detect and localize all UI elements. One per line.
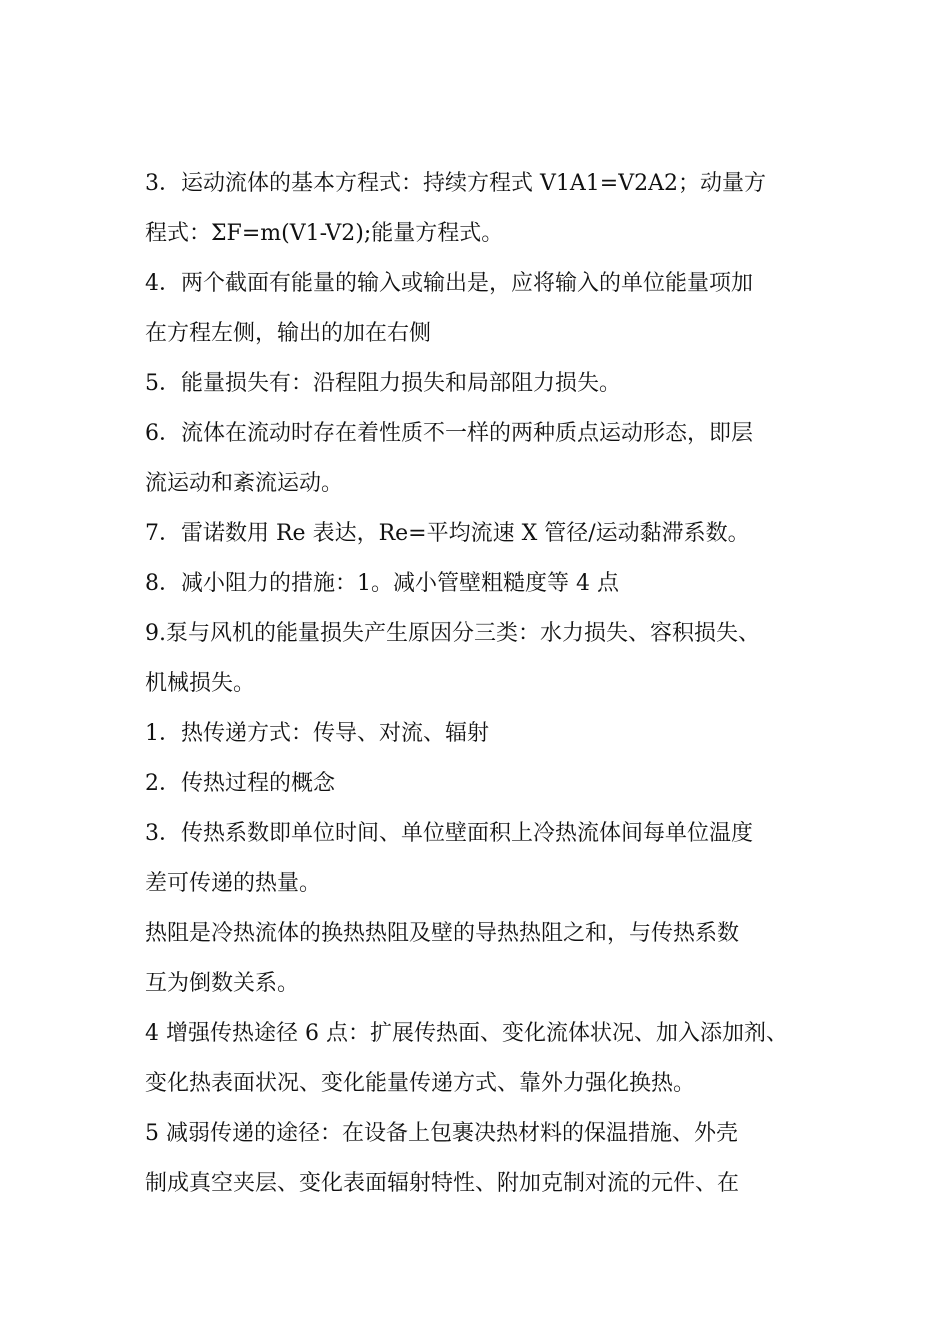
text-line: 3．传热系数即单位时间、单位壁面积上冷热流体间每单位温度 <box>145 821 753 846</box>
text-line: 差可传递的热量。 <box>145 871 322 896</box>
text-line: 互为倒数关系。 <box>145 971 300 996</box>
text-line: 5．能量损失有：沿程阻力损失和局部阻力损失。 <box>145 371 621 396</box>
text-line: 流运动和紊流运动。 <box>145 471 344 496</box>
text-line: 热阻是冷热流体的换热热阻及壁的导热热阻之和，与传热系数 <box>145 921 740 946</box>
text-line: 5 减弱传递的途径：在设备上包裹决热材料的保温措施、外壳 <box>145 1121 738 1146</box>
text-line: 8．减小阻力的措施：1。减小管壁粗糙度等 4 点 <box>145 571 619 596</box>
document-body <box>145 159 825 1209</box>
text-line: 在方程左侧，输出的加在右侧 <box>145 321 432 346</box>
text-line: 6．流体在流动时存在着性质不一样的两种质点运动形态，即层 <box>145 421 753 446</box>
text-line: 3．运动流体的基本方程式：持续方程式 V1A1=V2A2；动量方 <box>145 171 766 196</box>
text-line: 1．热传递方式：传导、对流、辐射 <box>145 721 489 746</box>
text-line: 2．传热过程的概念 <box>145 771 335 796</box>
text-line: 4．两个截面有能量的输入或输出是，应将输入的单位能量项加 <box>145 271 753 296</box>
text-line: 制成真空夹层、变化表面辐射特性、附加克制对流的元件、在 <box>145 1171 740 1196</box>
text-line: 7．雷诺数用 Re 表达，Re=平均流速 X 管径/运动黏滞系数。 <box>145 521 750 546</box>
text-line: 9.泵与风机的能量损失产生原因分三类：水力损失、容积损失、 <box>145 621 760 646</box>
text-line: 变化热表面状况、变化能量传递方式、靠外力强化换热。 <box>145 1071 696 1096</box>
text-line: 4 增强传热途径 6 点：扩展传热面、变化流体状况、加入添加剂、 <box>145 1021 788 1046</box>
text-line: 机械损失。 <box>145 671 256 696</box>
text-line: 程式：ΣF=m(V1-V2);能量方程式。 <box>145 221 504 246</box>
